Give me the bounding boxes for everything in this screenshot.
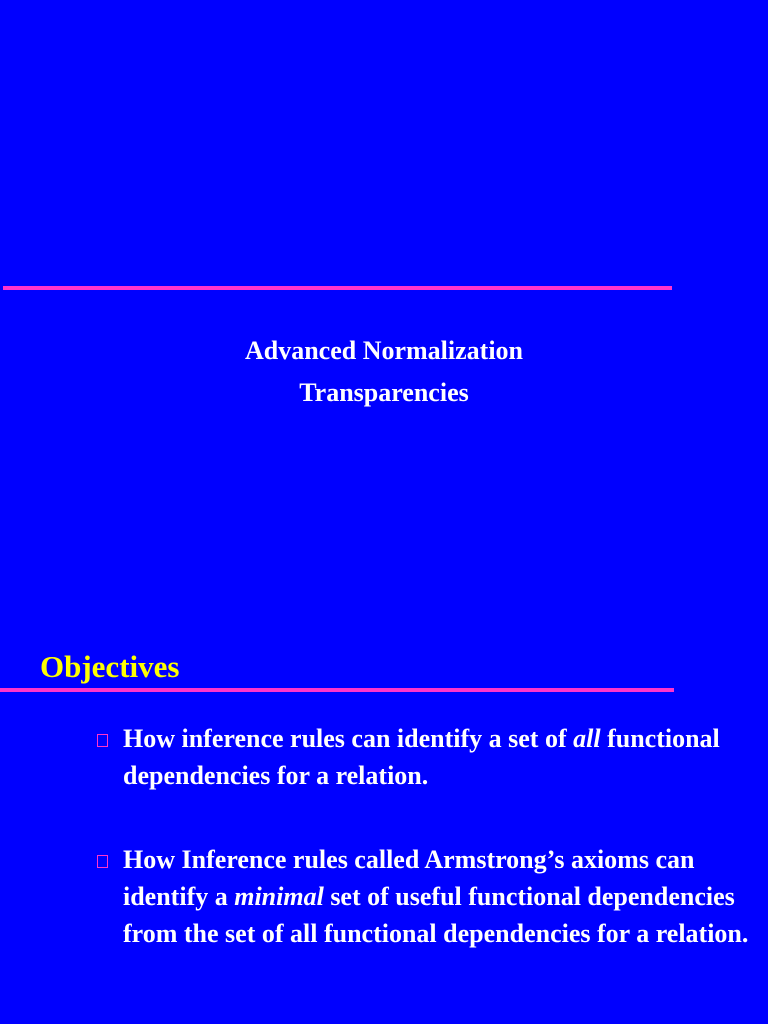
list-item-emphasis: minimal — [234, 882, 324, 911]
list-item-text — [123, 720, 755, 794]
list-item-text-start: How Inference rules called Armstrong’s axioms can identify a — [123, 845, 695, 911]
list-item-emphasis: all — [573, 724, 601, 753]
divider-line-top — [3, 286, 672, 290]
hollow-square-bullet-icon — [97, 855, 108, 868]
list-item-text-end: set of useful functional dependencies from the set of all functional dependencies for a relation. — [123, 882, 749, 948]
title-line-1: Advanced Normalization — [244, 336, 524, 365]
hollow-square-bullet-icon — [97, 734, 108, 747]
objectives-heading: Objectives — [40, 649, 180, 684]
list-item-text-end: functional dependencies for a relation. — [123, 724, 720, 790]
list-item-text-start: How inference rules can identify a set of — [123, 724, 574, 753]
list-item-text — [123, 841, 755, 952]
slide-title — [0, 330, 768, 414]
divider-line-objectives — [0, 688, 674, 692]
objectives-list — [95, 720, 755, 999]
list-item — [95, 720, 755, 794]
title-line-2: Transparencies — [299, 378, 469, 407]
list-item — [95, 841, 755, 952]
